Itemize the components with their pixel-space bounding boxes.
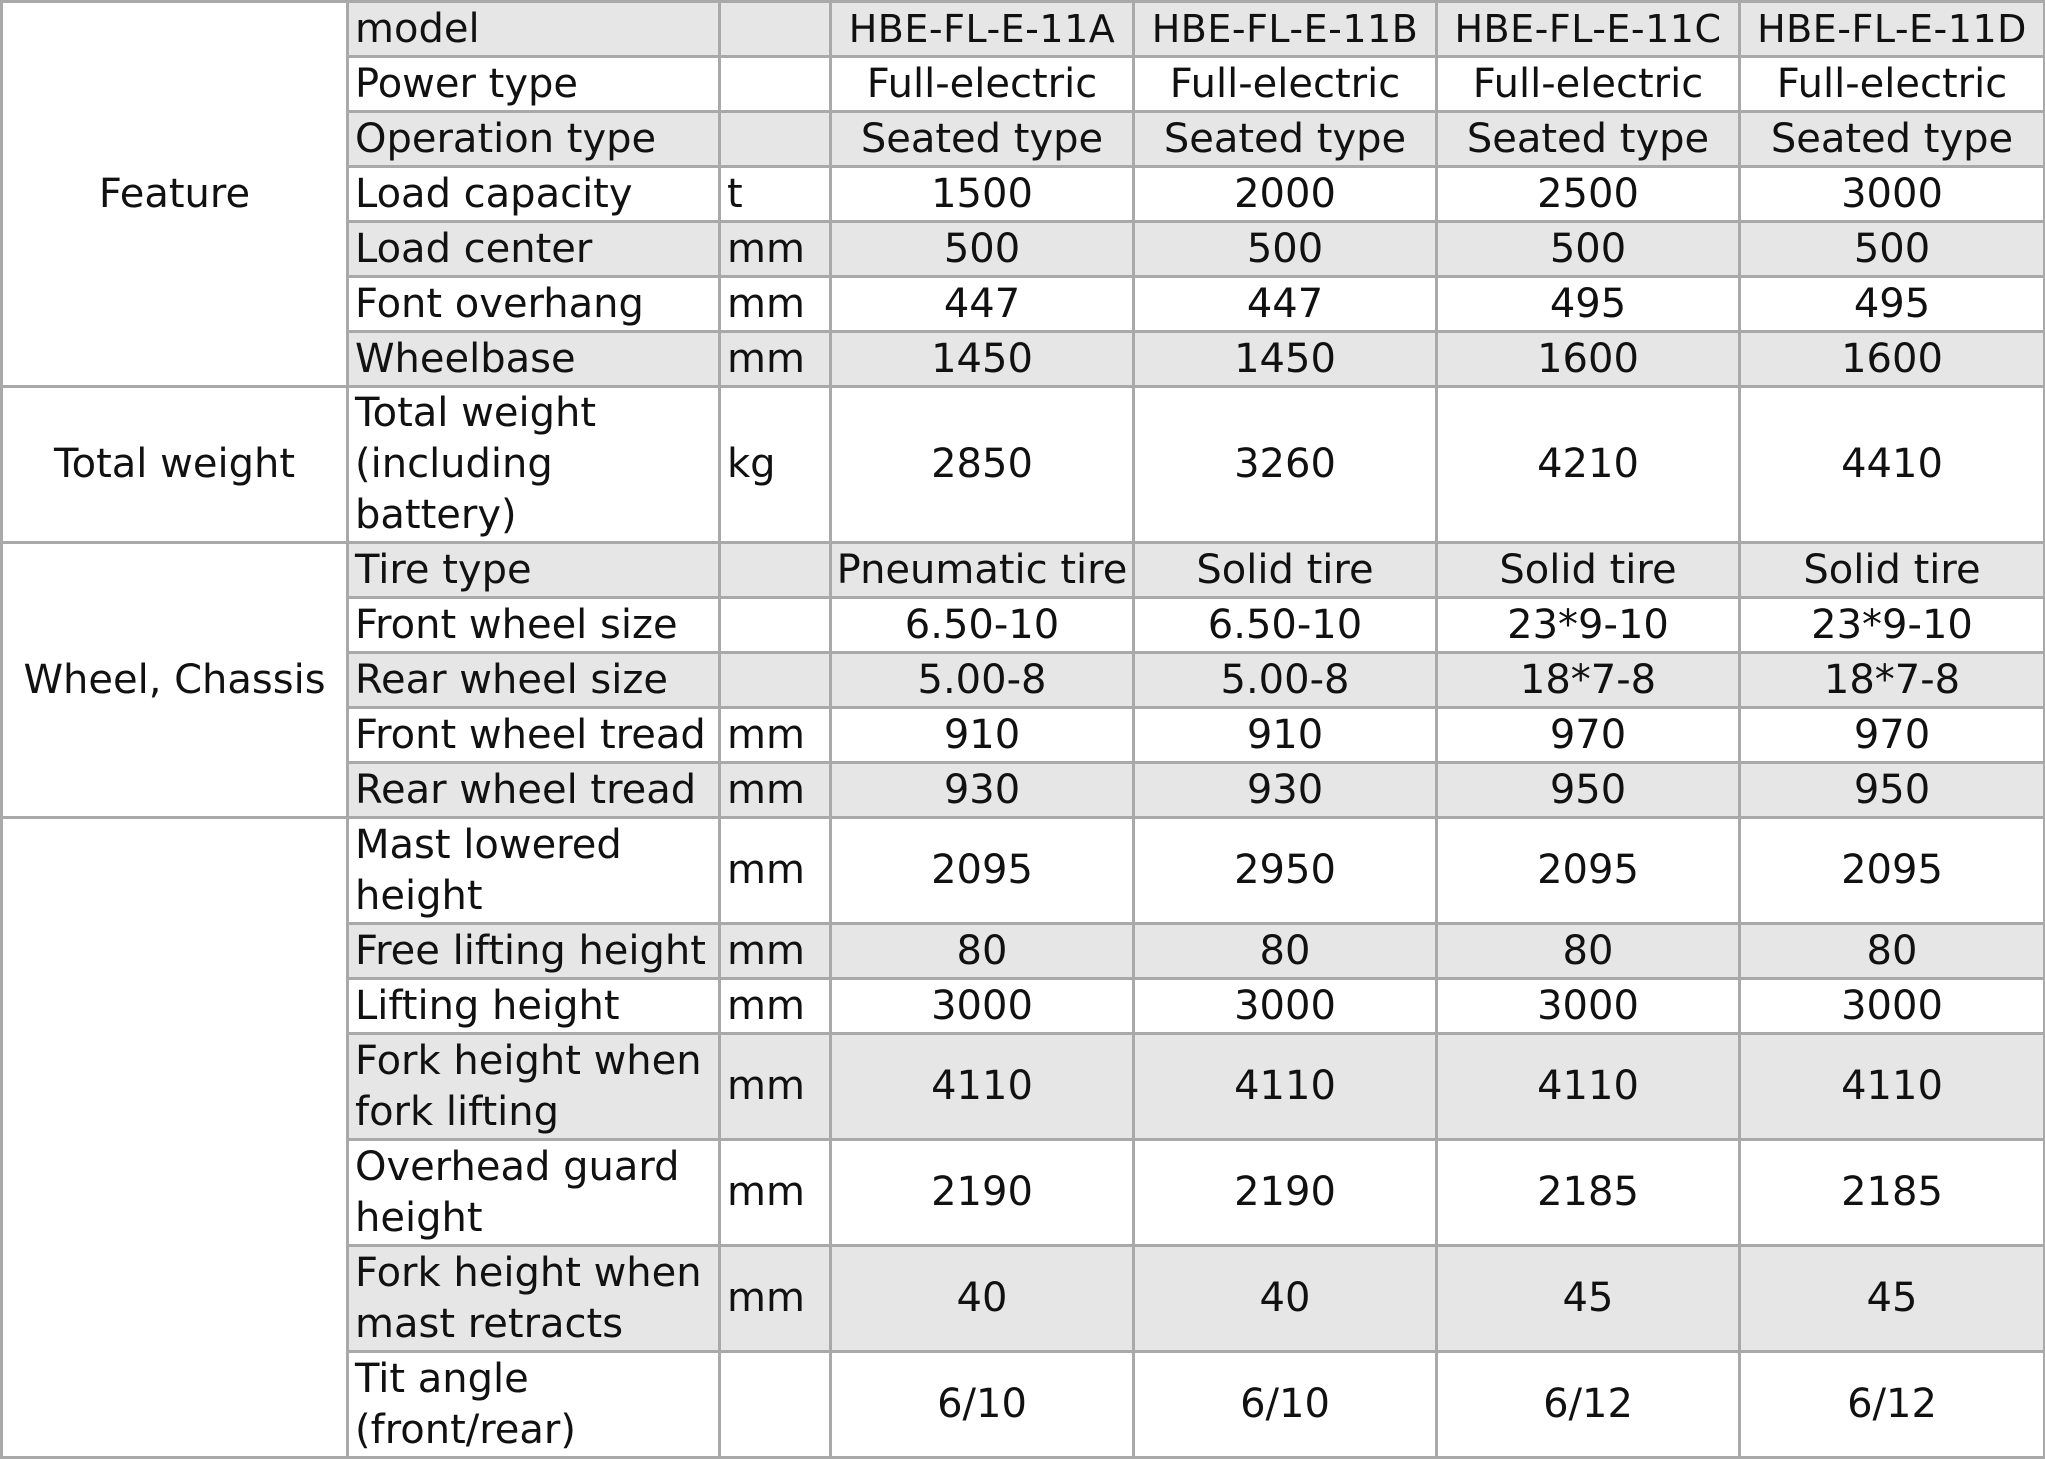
- value-cell: 970: [1437, 708, 1740, 763]
- value-cell: 3000: [1437, 979, 1740, 1034]
- param-label: Rear wheel tread: [348, 763, 720, 818]
- param-label: Front wheel size: [348, 598, 720, 653]
- param-label: Free lifting height: [348, 924, 720, 979]
- param-label: Mast lowered height: [348, 818, 720, 924]
- value-cell: Full-electric: [1437, 57, 1740, 112]
- value-cell: 1600: [1740, 332, 2045, 387]
- value-cell: 80: [1740, 924, 2045, 979]
- param-label: Tit angle (front/rear): [348, 1352, 720, 1458]
- value-cell: 18*7-8: [1437, 653, 1740, 708]
- value-cell: 447: [1134, 277, 1437, 332]
- value-cell: 2185: [1437, 1140, 1740, 1246]
- value-cell: Seated type: [831, 112, 1134, 167]
- value-cell: 3000: [1134, 979, 1437, 1034]
- table-row: [2, 818, 2045, 924]
- model-name-cell: HBE-FL-E-11A: [831, 2, 1134, 57]
- param-label: Font overhang: [348, 277, 720, 332]
- value-cell: Solid tire: [1740, 543, 2045, 598]
- value-cell: Full-electric: [1740, 57, 2045, 112]
- value-cell: 80: [831, 924, 1134, 979]
- param-label: Tire type: [348, 543, 720, 598]
- value-cell: 80: [1437, 924, 1740, 979]
- value-cell: 4110: [831, 1034, 1134, 1140]
- value-cell: 500: [1134, 222, 1437, 277]
- value-cell: Seated type: [1134, 112, 1437, 167]
- value-cell: 2190: [831, 1140, 1134, 1246]
- model-name-cell: HBE-FL-E-11C: [1437, 2, 1740, 57]
- unit-cell: [720, 653, 831, 708]
- value-cell: 2095: [1437, 818, 1740, 924]
- value-cell: 6/10: [831, 1352, 1134, 1458]
- param-label: Front wheel tread: [348, 708, 720, 763]
- unit-cell: mm: [720, 763, 831, 818]
- value-cell: 910: [831, 708, 1134, 763]
- table-row: [2, 2, 2045, 57]
- param-label: Total weight (including battery): [348, 387, 720, 543]
- table-row: [2, 387, 2045, 543]
- param-label: model: [348, 2, 720, 57]
- value-cell: 45: [1740, 1246, 2045, 1352]
- model-name-cell: HBE-FL-E-11D: [1740, 2, 2045, 57]
- value-cell: 23*9-10: [1437, 598, 1740, 653]
- value-cell: 6/10: [1134, 1352, 1437, 1458]
- value-cell: 45: [1437, 1246, 1740, 1352]
- unit-cell: mm: [720, 1034, 831, 1140]
- value-cell: Solid tire: [1437, 543, 1740, 598]
- value-cell: 3000: [1740, 167, 2045, 222]
- value-cell: 6.50-10: [831, 598, 1134, 653]
- value-cell: 18*7-8: [1740, 653, 2045, 708]
- model-name-cell: HBE-FL-E-11B: [1134, 2, 1437, 57]
- group-label-wheel-chassis: Wheel, Chassis: [2, 543, 348, 818]
- value-cell: 500: [1437, 222, 1740, 277]
- param-label: Load capacity: [348, 167, 720, 222]
- unit-cell: [720, 543, 831, 598]
- value-cell: 3260: [1134, 387, 1437, 543]
- value-cell: 2000: [1134, 167, 1437, 222]
- param-label: Wheelbase: [348, 332, 720, 387]
- unit-cell: mm: [720, 979, 831, 1034]
- param-label: Lifting height: [348, 979, 720, 1034]
- value-cell: 1600: [1437, 332, 1740, 387]
- value-cell: 2185: [1740, 1140, 2045, 1246]
- unit-cell: kg: [720, 387, 831, 543]
- value-cell: 6/12: [1437, 1352, 1740, 1458]
- value-cell: 2190: [1134, 1140, 1437, 1246]
- value-cell: 4110: [1437, 1034, 1740, 1140]
- value-cell: 3000: [1740, 979, 2045, 1034]
- group-label-feature: Feature: [2, 2, 348, 387]
- unit-cell: mm: [720, 277, 831, 332]
- unit-cell: t: [720, 167, 831, 222]
- value-cell: 2850: [831, 387, 1134, 543]
- value-cell: 4110: [1134, 1034, 1437, 1140]
- value-cell: 500: [831, 222, 1134, 277]
- value-cell: 1450: [831, 332, 1134, 387]
- value-cell: 495: [1437, 277, 1740, 332]
- unit-cell: [720, 2, 831, 57]
- value-cell: Full-electric: [831, 57, 1134, 112]
- value-cell: 5.00-8: [831, 653, 1134, 708]
- value-cell: Solid tire: [1134, 543, 1437, 598]
- value-cell: 4110: [1740, 1034, 2045, 1140]
- value-cell: 500: [1740, 222, 2045, 277]
- value-cell: 950: [1740, 763, 2045, 818]
- value-cell: 40: [1134, 1246, 1437, 1352]
- value-cell: 23*9-10: [1740, 598, 2045, 653]
- param-label: Operation type: [348, 112, 720, 167]
- param-label: Fork height when fork lifting: [348, 1034, 720, 1140]
- value-cell: Seated type: [1437, 112, 1740, 167]
- unit-cell: mm: [720, 818, 831, 924]
- value-cell: 930: [1134, 763, 1437, 818]
- unit-cell: [720, 1352, 831, 1458]
- param-label: Fork height when mast retracts: [348, 1246, 720, 1352]
- param-label: Power type: [348, 57, 720, 112]
- value-cell: 2095: [831, 818, 1134, 924]
- value-cell: 4210: [1437, 387, 1740, 543]
- param-label: Rear wheel size: [348, 653, 720, 708]
- value-cell: 950: [1437, 763, 1740, 818]
- value-cell: 1450: [1134, 332, 1437, 387]
- table-row: [2, 543, 2045, 598]
- value-cell: 3000: [831, 979, 1134, 1034]
- value-cell: Seated type: [1740, 112, 2045, 167]
- value-cell: 2500: [1437, 167, 1740, 222]
- unit-cell: [720, 112, 831, 167]
- value-cell: 2950: [1134, 818, 1437, 924]
- value-cell: 495: [1740, 277, 2045, 332]
- value-cell: 447: [831, 277, 1134, 332]
- value-cell: 2095: [1740, 818, 2045, 924]
- value-cell: 6/12: [1740, 1352, 2045, 1458]
- value-cell: 40: [831, 1246, 1134, 1352]
- value-cell: 910: [1134, 708, 1437, 763]
- param-label: Load center: [348, 222, 720, 277]
- unit-cell: [720, 598, 831, 653]
- param-label: Overhead guard height: [348, 1140, 720, 1246]
- value-cell: Full-electric: [1134, 57, 1437, 112]
- value-cell: 6.50-10: [1134, 598, 1437, 653]
- group-label-mast: [2, 818, 348, 1458]
- unit-cell: mm: [720, 222, 831, 277]
- value-cell: 80: [1134, 924, 1437, 979]
- unit-cell: mm: [720, 1140, 831, 1246]
- group-label-total-weight: Total weight: [2, 387, 348, 543]
- value-cell: Pneumatic tire: [831, 543, 1134, 598]
- value-cell: 970: [1740, 708, 2045, 763]
- unit-cell: mm: [720, 708, 831, 763]
- unit-cell: mm: [720, 924, 831, 979]
- value-cell: 4410: [1740, 387, 2045, 543]
- value-cell: 1500: [831, 167, 1134, 222]
- unit-cell: mm: [720, 1246, 831, 1352]
- value-cell: 5.00-8: [1134, 653, 1437, 708]
- value-cell: 930: [831, 763, 1134, 818]
- unit-cell: [720, 57, 831, 112]
- unit-cell: mm: [720, 332, 831, 387]
